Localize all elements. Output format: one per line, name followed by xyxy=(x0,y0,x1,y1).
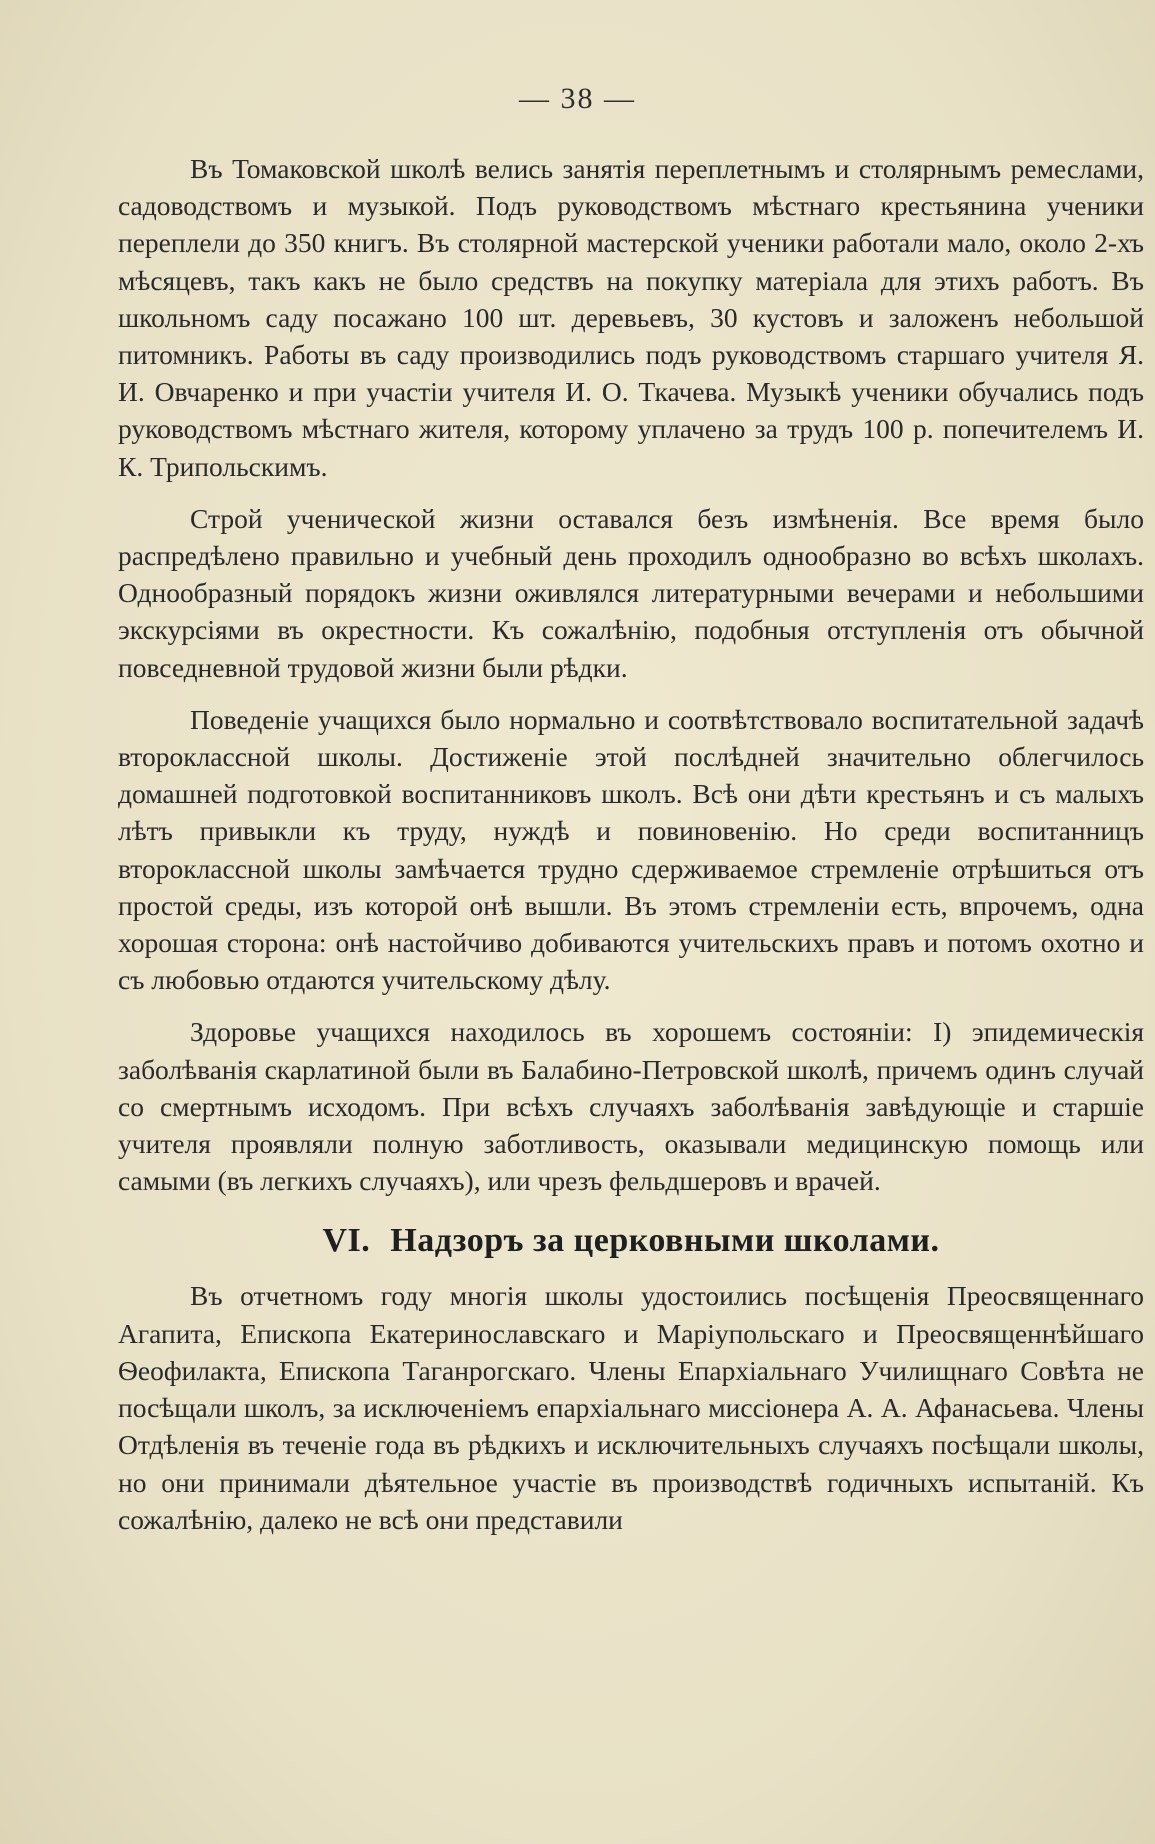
paragraph-health: Здоровье учащихся находилось въ хорошемъ состояніи: І) эпидемическія заболѣванія скарлатиной были въ Балабино-Петровской школѣ, причемъ одинъ случай со смертнымъ исходомъ. При всѣхъ случаяхъ заболѣванія завѣдующіе и старшіе учителя проявляли полную заботливость, оказывали медицинскую помощь или самыми (въ легкихъ случаяхъ), или чрезъ фельдшеровъ и врачей. xyxy=(118,1016,1144,1197)
section-title: Надзоръ за церковными школами. xyxy=(390,1222,940,1260)
page-body xyxy=(118,150,1144,1538)
page-number: — 38 — xyxy=(519,82,636,115)
paragraph-supervision: Въ отчетномъ году многія школы удостоились посѣщенія Преосвященнаго Агапита, Епископа Екатеринославскаго и Маріупольскаго и Преосвященнѣйшаго Ѳеофилакта, Епископа Таганрогскаго. Члены Епархіальнаго Училищнаго Совѣта не посѣщали школъ, за исключеніемъ епархіальнаго миссіонера А. А. Афанасьева. Члены Отдѣленія въ теченіе года въ рѣдкихъ и исключительныхъ случаяхъ посѣщали школы, но они принимали дѣятельное участіе въ производствѣ годичныхъ испытаній. Къ сожалѣнію, далеко не всѣ они представили xyxy=(118,1280,1144,1535)
section-heading xyxy=(118,1221,1144,1261)
paragraph-student-life: Строй ученической жизни оставался безъ измѣненія. Все время было распредѣлено правильно и учебный день проходилъ однообразно во всѣхъ школахъ. Однообразный порядокъ жизни оживлялся литературными вечерами и небольшими экскурсіями въ окрестности. Къ сожалѣнію, подобныя отступленія отъ обычной повседневной трудовой жизни были рѣдки. xyxy=(118,502,1144,683)
paragraph-workshops: Въ Томаковской школѣ велись занятія переплетнымъ и столярнымъ ремеслами, садоводствомъ и музыкой. Подъ руководствомъ мѣстнаго крестьянина ученики переплели до 350 книгъ. Въ столярной мастерской ученики работали мало, около 2-хъ мѣсяцевъ, такъ какъ не было средствъ на покупку матеріала для этихъ работъ. Въ школьномъ саду посажано 100 шт. деревьевъ, 30 кустовъ и заложенъ небольшой питомникъ. Работы въ саду производились подъ руководствомъ старшаго учителя Я. И. Овчаренко и при участіи учителя И. О. Ткачева. Музыкѣ ученики обучались подъ руководствомъ мѣстнаго жителя, которому уплачено за трудъ 100 р. попечителемъ И. К. Трипольскимъ. xyxy=(118,153,1144,482)
paragraph-behavior: Поведеніе учащихся было нормально и соотвѣтствовало воспитательной задачѣ второклассной школы. Достиженіе этой послѣдней значительно облегчилось домашней подготовкой воспитанниковъ школъ. Всѣ они дѣти крестьянъ и съ малыхъ лѣтъ привыкли къ труду, нуждѣ и повиновенію. Но среди воспитанницъ второклассной школы замѣчается трудно сдерживаемое стремленіе отрѣшиться отъ простой среды, изъ которой онѣ вышли. Въ этомъ стремленіи есть, впрочемъ, одна хорошая сторона: онѣ настойчиво добиваются учительскихъ правъ и потомъ охотно и съ любовью отдаются учительскому дѣлу. xyxy=(118,703,1144,996)
section-number: VI. xyxy=(322,1222,371,1260)
